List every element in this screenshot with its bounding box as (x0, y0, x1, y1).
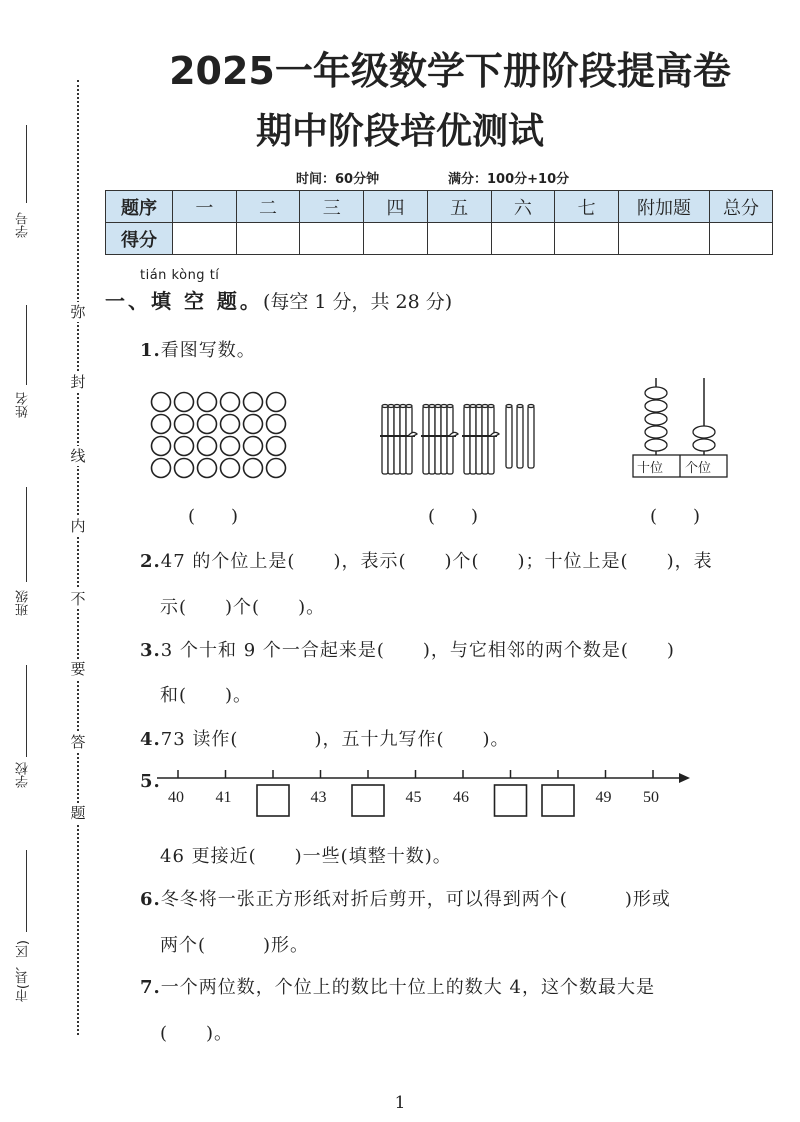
seal-char: 要 (70, 660, 86, 678)
score-table-score-row (106, 223, 773, 255)
counting-circle (244, 437, 263, 456)
score-input-cell[interactable] (427, 223, 491, 255)
question-number: 1. (140, 340, 161, 361)
question-6-cont: 两个( )形。 (160, 935, 310, 956)
student-id-line (26, 125, 27, 203)
answer-blank[interactable]: ( ) (650, 506, 701, 527)
score-input-cell[interactable] (236, 223, 300, 255)
score-table-header-row (106, 191, 773, 223)
counting-circle (221, 393, 240, 412)
name-label: 姓名 (16, 392, 31, 418)
loose-stick (528, 406, 534, 468)
counting-circle (198, 415, 217, 434)
score-table (105, 190, 773, 255)
counting-circle (175, 459, 194, 478)
score-header-cell: 二 (236, 191, 300, 223)
tick-label: 46 (453, 789, 469, 806)
counting-circle (267, 415, 286, 434)
abacus-ones-label: 个位 (685, 461, 712, 476)
counting-circle (221, 459, 240, 478)
question-3 (140, 636, 675, 662)
score-input-cell[interactable] (619, 223, 710, 255)
district-label: 市(县、区) (16, 940, 31, 1003)
tick-label: 45 (405, 789, 422, 806)
counting-circle (175, 415, 194, 434)
page-number: 1 (394, 1093, 406, 1113)
counting-circle (198, 437, 217, 456)
counting-circle (198, 393, 217, 412)
question-4 (140, 725, 510, 751)
stick-bundle (380, 405, 417, 475)
exam-time: 时间：60分钟 (296, 172, 380, 187)
counting-circle (244, 459, 263, 478)
question-5-cont: 46 更接近( )一些(填整十数)。 (160, 846, 452, 867)
score-header-cell: 五 (427, 191, 491, 223)
number-line (155, 768, 695, 823)
tick-label: 50 (643, 789, 659, 806)
score-input-cell[interactable] (300, 223, 364, 255)
stick-end (517, 405, 523, 408)
counting-circle (221, 415, 240, 434)
stick-bundles-figure (378, 398, 548, 480)
class-line (26, 487, 27, 582)
answer-blank[interactable]: ( ) (428, 506, 479, 527)
question-text: 73 读作( )，五十九写作( )。 (160, 729, 510, 750)
question-6 (140, 885, 671, 911)
stick-end (528, 405, 534, 408)
counting-circle (152, 393, 171, 412)
question-text: 看图写数。 (160, 340, 256, 361)
abacus-tens-label: 十位 (637, 461, 664, 476)
seal-char: 线 (70, 447, 86, 465)
score-header-cell: 附加题 (619, 191, 710, 223)
section-note: (每空 1 分，共 28 分) (262, 291, 453, 313)
counting-circle (244, 415, 263, 434)
question-3-cont: 和( )。 (160, 685, 253, 706)
question-7-cont: ( )。 (160, 1023, 234, 1044)
seal-char: 封 (70, 373, 86, 391)
answer-blank[interactable]: ( ) (188, 506, 239, 527)
question-number: 2. (140, 551, 161, 572)
seal-char: 题 (70, 804, 86, 822)
exam-full-score: 满分：100分+10分 (448, 172, 570, 187)
stick-bundle (462, 405, 499, 475)
stick-end (506, 405, 512, 408)
question-number: 3. (140, 640, 161, 661)
question-2-cont: 示( )个( )。 (160, 597, 326, 618)
seal-dotted-line (77, 80, 79, 1035)
question-2 (140, 547, 713, 573)
counting-circle (221, 437, 240, 456)
score-header-cell: 总分 (710, 191, 773, 223)
section-title: 一、填 空 题。 (105, 289, 263, 313)
score-input-cell[interactable] (555, 223, 619, 255)
tick-label: 49 (595, 789, 612, 806)
score-header-cell: 六 (491, 191, 555, 223)
score-row-label: 得分 (106, 223, 173, 255)
seal-char: 弥 (70, 303, 86, 321)
question-7 (140, 973, 655, 999)
question-text: 冬冬将一张正方形纸对折后剪开，可以得到两个( )形或 (160, 889, 671, 910)
score-header-cell: 题序 (106, 191, 173, 223)
loose-stick (506, 406, 512, 468)
counting-circle (267, 393, 286, 412)
question-number: 5. (140, 771, 161, 792)
question-1 (140, 336, 256, 362)
counting-circle (175, 437, 194, 456)
school-label: 学校 (16, 762, 31, 788)
score-header-cell: 四 (364, 191, 428, 223)
question-text: 一个两位数，个位上的数比十位上的数大 4，这个数最大是 (160, 977, 655, 998)
school-line (26, 665, 27, 757)
score-header-cell: 七 (555, 191, 619, 223)
tick-label: 43 (310, 789, 327, 806)
seal-char: 内 (70, 517, 86, 535)
page-subtitle: 期中阶段培优测试 (255, 111, 544, 152)
question-number: 7. (140, 977, 161, 998)
score-input-cell[interactable] (491, 223, 555, 255)
counting-circle (152, 437, 171, 456)
stick-bundle (421, 405, 458, 475)
page-title: 2025一年级数学下册阶段提高卷 (169, 49, 731, 93)
answer-box (352, 785, 384, 816)
question-number: 6. (140, 889, 161, 910)
counting-circle (152, 415, 171, 434)
class-label: 班级 (16, 590, 31, 616)
section-pinyin: tián kòng tí (140, 268, 220, 283)
counting-circle (152, 459, 171, 478)
score-input-cell[interactable] (364, 223, 428, 255)
counting-circle (198, 459, 217, 478)
circles-figure (150, 390, 300, 480)
counting-circle (267, 437, 286, 456)
score-input-cell[interactable] (173, 223, 237, 255)
section-heading (105, 285, 452, 314)
question-text: 3 个十和 9 个一合起来是( )，与它相邻的两个数是( ) (160, 640, 675, 661)
answer-box (495, 785, 527, 816)
counting-circle (244, 393, 263, 412)
loose-stick (517, 406, 523, 468)
counting-circle (175, 393, 194, 412)
question-text: 47 的个位上是( )，表示( )个( )；十位上是( )，表 (160, 551, 713, 572)
score-input-cell[interactable] (710, 223, 773, 255)
answer-box (542, 785, 574, 816)
seal-char: 不 (70, 590, 86, 608)
name-line (26, 305, 27, 385)
answer-box (257, 785, 289, 816)
tick-label: 40 (168, 789, 184, 806)
question-number: 4. (140, 729, 161, 750)
student-id-label: 学号 (16, 212, 31, 238)
counting-circle (267, 459, 286, 478)
tick-label: 41 (215, 789, 232, 806)
seal-char: 答 (70, 733, 86, 751)
score-header-cell: 一 (173, 191, 237, 223)
district-line (26, 850, 27, 932)
score-header-cell: 三 (300, 191, 364, 223)
